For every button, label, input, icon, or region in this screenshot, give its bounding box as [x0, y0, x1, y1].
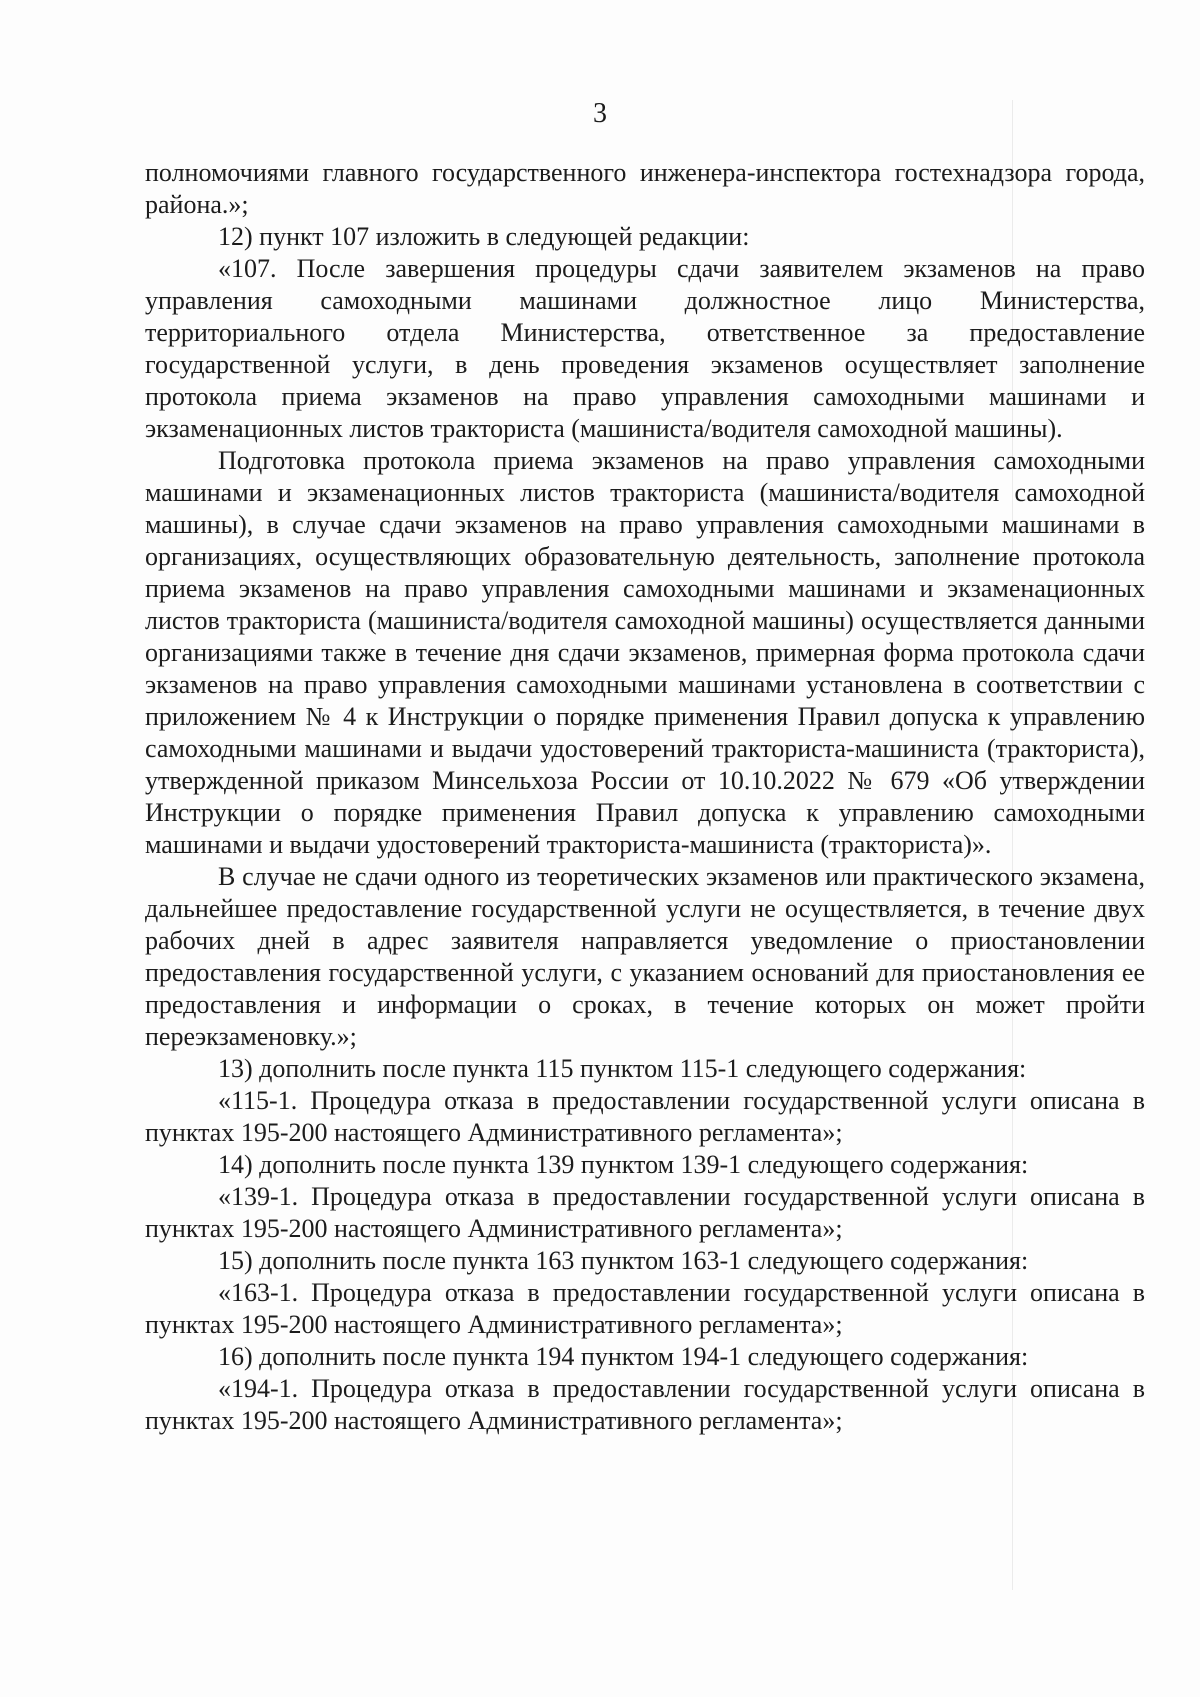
- paragraph-continuation: полномочиями главного государственного инженера-инспектора гостехнадзора города, района.»;: [145, 158, 1145, 219]
- paragraph-item-15: 15) дополнить после пункта 163 пунктом 163-1 следующего содержания:: [218, 1246, 1029, 1275]
- paragraph-point-107: «107. После завершения процедуры сдачи заявителем экзаменов на право управления самоходными машинами должностное лицо Министерства, территориального отдела Министерства, ответственное за предоставление государственной услуги, в день проведения экзаменов осуществляет заполнение протокола приема экзаменов на право управления самоходными машинами и экзаменационных листов тракториста (машиниста/водителя самоходной машины).: [145, 254, 1145, 443]
- paragraph-point-115-1: «115-1. Процедура отказа в предоставлении государственной услуги описана в пунктах 195-200 настоящего Административного регламента»;: [145, 1086, 1145, 1147]
- paragraph-point-139-1: «139-1. Процедура отказа в предоставлении государственной услуги описана в пунктах 195-200 настоящего Административного регламента»;: [145, 1182, 1145, 1243]
- paragraph-item-16: 16) дополнить после пункта 194 пунктом 194-1 следующего содержания:: [218, 1342, 1029, 1371]
- paragraph-protocol-preparation: Подготовка протокола приема экзаменов на право управления самоходными машинами и экзаменационных листов тракториста (машиниста/водителя самоходной машины), в случае сдачи экзаменов на право управления самоходными машинами в организациях, осуществляющих образовательную деятельность, заполнение протокола приема экзаменов на право управления самоходными машинами и экзаменационных листов тракториста (машиниста/водителя самоходной машины) осуществляется данными организациями также в течение дня сдачи экзаменов, примерная форма протокола сдачи экзаменов на право управления самоходными машинами установлена в соответствии с приложением № 4 к Инструкции о порядке применения Правил допуска к управлению самоходными машинами и выдачи удостоверений тракториста-машиниста (тракториста), утвержденной приказом Минсельхоза России от 10.10.2022 № 679 «Об утверждении Инструкции о порядке применения Правил допуска к управлению самоходными машинами и выдачи удостоверений тракториста-машиниста (тракториста)».: [145, 446, 1145, 859]
- paragraph-item-13: 13) дополнить после пункта 115 пунктом 115-1 следующего содержания:: [218, 1054, 1027, 1083]
- page-number: 3: [593, 98, 607, 129]
- document-body: [145, 157, 1145, 1437]
- paragraph-exam-failure: В случае не сдачи одного из теоретических экзаменов или практического экзамена, дальнейшее предоставление государственной услуги не осуществляется, в течение двух рабочих дней в адрес заявителя направляется уведомление о приостановлении предоставления государственной услуги, с указанием оснований для приостановления ее предоставления и информации о сроках, в течение которых он может пройти переэкзаменовку.»;: [145, 862, 1145, 1051]
- paragraph-item-12: 12) пункт 107 изложить в следующей редакции:: [218, 222, 750, 251]
- paragraph-item-14: 14) дополнить после пункта 139 пунктом 139-1 следующего содержания:: [218, 1150, 1029, 1179]
- paragraph-point-194-1: «194-1. Процедура отказа в предоставлении государственной услуги описана в пунктах 195-200 настоящего Административного регламента»;: [145, 1374, 1145, 1435]
- paragraph-point-163-1: «163-1. Процедура отказа в предоставлении государственной услуги описана в пунктах 195-200 настоящего Административного регламента»;: [145, 1278, 1145, 1339]
